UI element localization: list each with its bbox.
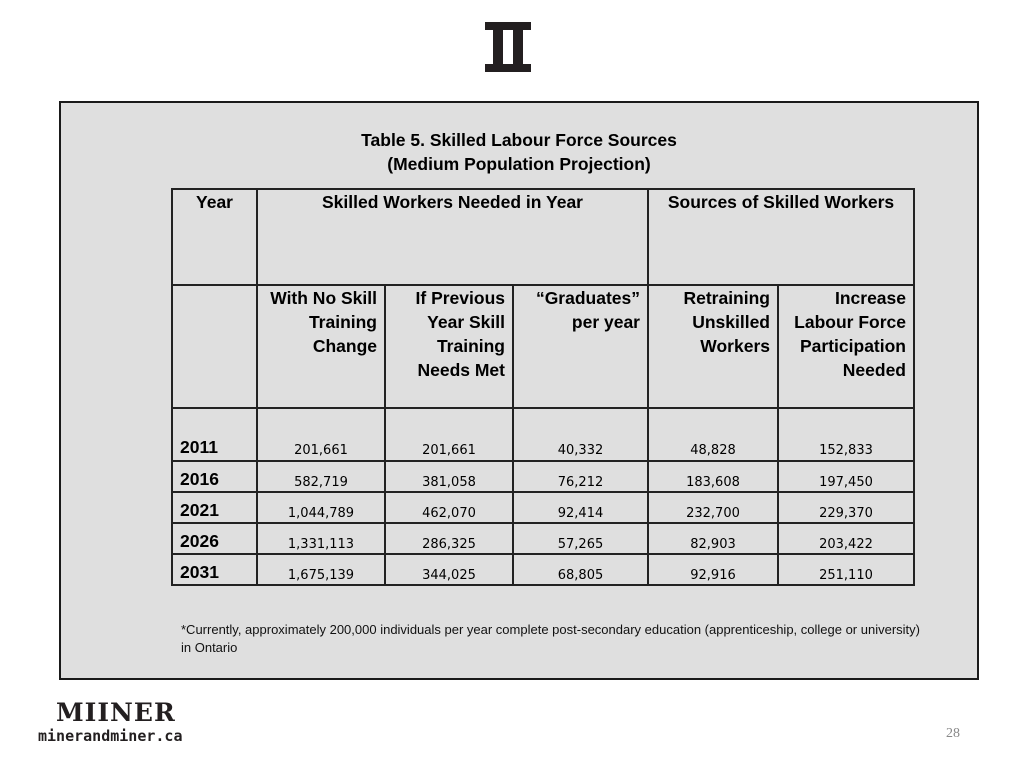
cell-retraining: 82,903 xyxy=(648,523,778,554)
cell-prev-met: 201,661 xyxy=(385,408,513,461)
table-row xyxy=(172,523,914,554)
table-row xyxy=(172,492,914,523)
cell-no-change: 582,719 xyxy=(257,461,385,492)
cell-graduates: 40,332 xyxy=(513,408,648,461)
title-line-1: Table 5. Skilled Labour Force Sources xyxy=(361,130,677,150)
roman-numeral-two-logo-icon xyxy=(485,22,531,72)
cell-retraining: 183,608 xyxy=(648,461,778,492)
header-row-1 xyxy=(172,189,914,285)
header-graduates: “Graduates” per year xyxy=(513,285,648,408)
cell-graduates: 68,805 xyxy=(513,554,648,585)
cell-prev-met: 381,058 xyxy=(385,461,513,492)
header-blank xyxy=(172,285,257,408)
table-title xyxy=(61,128,977,176)
title-line-2: (Medium Population Projection) xyxy=(387,154,651,174)
brand-url: minerandminer.ca xyxy=(38,727,183,745)
cell-prev-met: 344,025 xyxy=(385,554,513,585)
cell-prev-met: 286,325 xyxy=(385,523,513,554)
table-panel xyxy=(59,101,979,680)
header-needed-group: Skilled Workers Needed in Year xyxy=(257,189,648,285)
cell-no-change: 1,675,139 xyxy=(257,554,385,585)
cell-year: 2011 xyxy=(172,408,257,461)
header-prev-met: If Previous Year Skill Training Needs Met xyxy=(385,285,513,408)
header-retraining: Retraining Unskilled Workers xyxy=(648,285,778,408)
cell-year: 2021 xyxy=(172,492,257,523)
cell-no-change: 201,661 xyxy=(257,408,385,461)
cell-participation: 229,370 xyxy=(778,492,914,523)
cell-no-change: 1,044,789 xyxy=(257,492,385,523)
cell-participation: 251,110 xyxy=(778,554,914,585)
cell-retraining: 92,916 xyxy=(648,554,778,585)
brand-logo xyxy=(38,700,183,746)
cell-retraining: 232,700 xyxy=(648,492,778,523)
cell-no-change: 1,331,113 xyxy=(257,523,385,554)
cell-participation: 203,422 xyxy=(778,523,914,554)
table-row xyxy=(172,408,914,461)
header-sources-group: Sources of Skilled Workers xyxy=(648,189,914,285)
cell-graduates: 57,265 xyxy=(513,523,648,554)
cell-year: 2031 xyxy=(172,554,257,585)
cell-participation: 197,450 xyxy=(778,461,914,492)
header-no-change: With No Skill Training Change xyxy=(257,285,385,408)
header-row-2 xyxy=(172,285,914,408)
cell-participation: 152,833 xyxy=(778,408,914,461)
table-row xyxy=(172,461,914,492)
header-year: Year xyxy=(172,189,257,285)
cell-graduates: 92,414 xyxy=(513,492,648,523)
footnote: *Currently, approximately 200,000 individuals per year complete post-secondary education (apprenticeship, college or university) in Ontario xyxy=(181,622,920,655)
cell-prev-met: 462,070 xyxy=(385,492,513,523)
cell-year: 2026 xyxy=(172,523,257,554)
cell-retraining: 48,828 xyxy=(648,408,778,461)
brand-name: MIINER xyxy=(56,698,176,727)
header-participation: Increase Labour Force Participation Needed xyxy=(778,285,914,408)
table-row xyxy=(172,554,914,585)
cell-graduates: 76,212 xyxy=(513,461,648,492)
labour-force-table xyxy=(171,188,915,586)
page-number: 28 xyxy=(946,726,960,741)
cell-year: 2016 xyxy=(172,461,257,492)
